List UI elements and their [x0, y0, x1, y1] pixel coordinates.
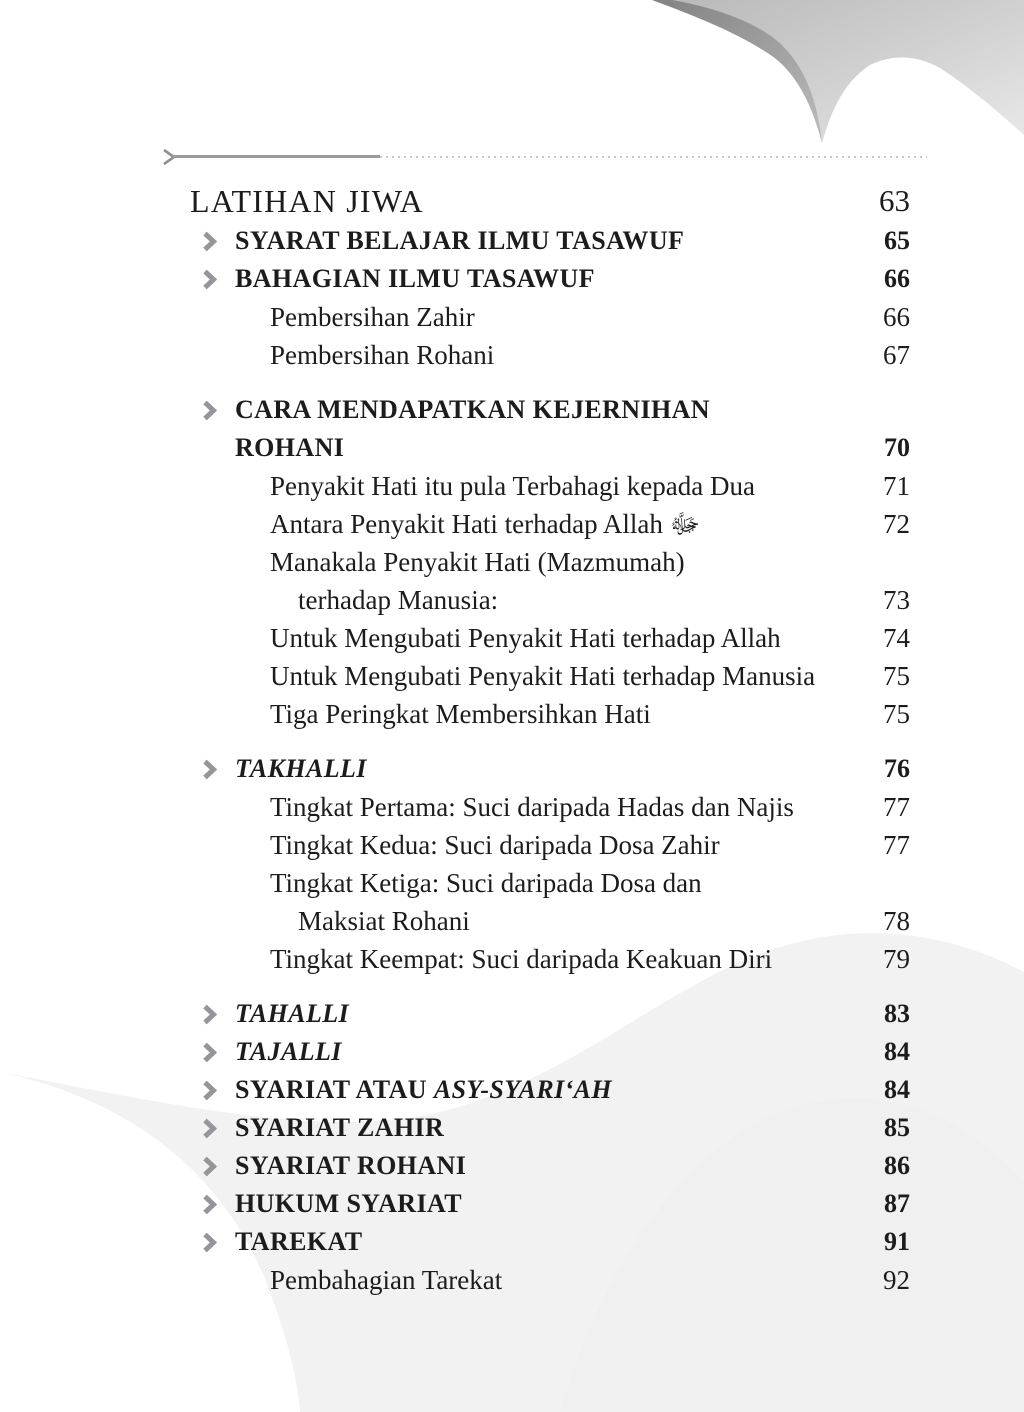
toc-entry-text [190, 750, 367, 788]
page-number: 84 [884, 1075, 910, 1104]
toc-entry-text [190, 222, 684, 260]
page-number: 79 [883, 944, 910, 974]
page-number: 91 [884, 1227, 910, 1256]
page-number: 72 [883, 509, 910, 539]
toc-entry-label: Penyakit Hati itu pula Terbahagi kepada Dua [270, 471, 755, 501]
toc-entry-label: Untuk Mengubati Penyakit Hati terhadap Allah [270, 623, 781, 653]
toc-row [190, 180, 910, 222]
toc-entry-label: Tingkat Kedua: Suci daripada Dosa Zahir [270, 830, 720, 860]
toc-entry-line [270, 543, 685, 581]
toc-row [190, 657, 910, 695]
toc-entry-label: ROHANI [235, 433, 345, 462]
page-number: 87 [884, 1189, 910, 1218]
toc-entry-text [190, 619, 781, 657]
toc-entry-label: terhadap Manusia: [298, 585, 499, 615]
toc-row [190, 619, 910, 657]
toc-entry-label: HUKUM SYARIAT [235, 1189, 462, 1218]
toc-entry-text [190, 391, 710, 467]
toc-entry-line [235, 1185, 462, 1223]
toc-row [190, 222, 910, 260]
toc-entry-line [235, 1147, 466, 1185]
toc-entry-label: SYARIAT ROHANI [235, 1151, 467, 1180]
chevron-right-icon [202, 1156, 217, 1177]
toc-entry-label: Tingkat Ketiga: Suci daripada Dosa dan [270, 868, 702, 898]
table-of-contents [190, 180, 910, 1299]
page-number: 77 [883, 792, 910, 822]
toc-entry-label: Antara Penyakit Hati terhadap Allah ﷻ [270, 509, 701, 539]
toc-entry-text [190, 260, 595, 298]
toc-row [190, 543, 910, 619]
toc-entry-line [270, 902, 702, 940]
chevron-right-icon [202, 759, 217, 780]
toc-entry-line [270, 505, 700, 543]
toc-row [190, 1185, 910, 1223]
toc-entry-label: Tingkat Keempat: Suci daripada Keakuan Diri [270, 944, 773, 974]
toc-entry-text [190, 543, 685, 619]
toc-entry-line [270, 788, 794, 826]
page-number: 70 [884, 433, 910, 462]
chevron-right-icon [202, 1194, 217, 1215]
page-number: 83 [884, 999, 910, 1028]
toc-entry-text [190, 1261, 502, 1299]
toc-row [190, 336, 910, 374]
toc-entry-text [190, 940, 772, 978]
page-number: 74 [883, 623, 910, 653]
toc-row [190, 1109, 910, 1147]
page-number: 66 [884, 264, 910, 293]
toc-entry-line [270, 657, 815, 695]
toc-entry-label: LATIHAN JIWA [190, 183, 424, 219]
toc-entry-text [190, 826, 720, 864]
toc-entry-text [190, 995, 349, 1033]
toc-entry-label: Untuk Mengubati Penyakit Hati terhadap Manusia [270, 661, 816, 691]
toc-entry-label: SYARIAT ATAU [235, 1075, 434, 1104]
chevron-right-icon [202, 269, 217, 290]
toc-entry-text [190, 298, 475, 336]
toc-entry-line [235, 1033, 342, 1071]
toc-entry-label: TAHALLI [235, 999, 350, 1028]
toc-entry-label: Maksiat Rohani [298, 906, 470, 936]
toc-entry-line [270, 581, 685, 619]
page-number: 65 [884, 226, 910, 255]
toc-entry-label: SYARIAT ZAHIR [235, 1113, 445, 1142]
toc-entry-text [190, 1109, 444, 1147]
toc-entry-line [270, 298, 475, 336]
toc-row [190, 864, 910, 940]
toc-entry-line [235, 260, 595, 298]
toc-entry-text [190, 336, 494, 374]
page-number: 75 [883, 699, 910, 729]
page-number: 73 [883, 585, 910, 615]
toc-entry-line [270, 940, 772, 978]
toc-entry-label: Tingkat Pertama: Suci daripada Hadas dan Najis [270, 792, 794, 822]
chevron-right-icon [202, 231, 217, 252]
toc-entry-text [190, 864, 702, 940]
toc-row [190, 750, 910, 788]
toc-entry-label: ASY-SYARI‘AH [433, 1075, 613, 1104]
toc-entry-label: SYARAT BELAJAR ILMU TASAWUF [235, 226, 685, 255]
toc-entry-line [235, 1223, 363, 1261]
toc-entry-label: TAJALLI [235, 1037, 342, 1066]
toc-row [190, 391, 910, 467]
chevron-right-icon [202, 1042, 217, 1063]
toc-row [190, 826, 910, 864]
chevron-right-icon [202, 1004, 217, 1025]
page-number: 71 [883, 471, 910, 501]
toc-entry-label: Pembersihan Zahir [270, 302, 475, 332]
toc-entry-text [190, 180, 424, 222]
chevron-right-icon [202, 1080, 217, 1101]
toc-entry-line [270, 619, 781, 657]
toc-entry-label: Pembersihan Rohani [270, 340, 495, 370]
page-number: 76 [884, 754, 910, 783]
toc-entry-line [235, 222, 684, 260]
toc-entry-line [235, 1109, 444, 1147]
toc-entry-line [270, 864, 702, 902]
toc-row [190, 1261, 910, 1299]
toc-entry-text [190, 788, 794, 826]
page-number: 78 [883, 906, 910, 936]
toc-entry-text [190, 505, 700, 543]
toc-entry-line [270, 336, 494, 374]
page-number: 75 [883, 661, 910, 691]
toc-row [190, 298, 910, 336]
toc-row [190, 788, 910, 826]
page-number: 77 [883, 830, 910, 860]
chevron-right-icon [202, 1232, 217, 1253]
toc-row [190, 1223, 910, 1261]
toc-row [190, 260, 910, 298]
page-number: 67 [883, 340, 910, 370]
page-number: 85 [884, 1113, 910, 1142]
toc-row [190, 1071, 910, 1109]
toc-row [190, 1147, 910, 1185]
header-rule [0, 148, 1024, 168]
page-number: 86 [884, 1151, 910, 1180]
page-number: 84 [884, 1037, 910, 1066]
toc-entry-label: TAREKAT [235, 1227, 363, 1256]
toc-entry-text [190, 695, 651, 733]
toc-entry-line [270, 826, 720, 864]
toc-entry-line [235, 391, 710, 429]
toc-entry-label: CARA MENDAPATKAN KEJERNIHAN [235, 395, 710, 424]
toc-row [190, 995, 910, 1033]
page-number: 92 [883, 1265, 910, 1295]
toc-entry-text [190, 1071, 612, 1109]
toc-entry-text [190, 467, 755, 505]
toc-entry-line [235, 750, 367, 788]
page-number: 63 [879, 183, 910, 218]
toc-entry-text [190, 1185, 462, 1223]
toc-entry-label: Pembahagian Tarekat [270, 1265, 503, 1295]
toc-entry-line [235, 429, 710, 467]
rule-dotted-segment [380, 156, 927, 158]
chevron-right-icon [202, 400, 217, 421]
toc-entry-line [190, 180, 424, 222]
toc-row [190, 695, 910, 733]
toc-entry-line [235, 995, 349, 1033]
rule-solid-segment [172, 155, 380, 158]
page-number: 66 [883, 302, 910, 332]
toc-row [190, 940, 910, 978]
toc-entry-text [190, 1033, 342, 1071]
top-swoosh-ornament [634, 0, 1024, 160]
toc-entry-line [270, 1261, 502, 1299]
toc-entry-text [190, 657, 815, 695]
toc-entry-text [190, 1223, 363, 1261]
chevron-right-icon [202, 1118, 217, 1139]
toc-entry-label: BAHAGIAN ILMU TASAWUF [235, 264, 595, 293]
toc-entry-line [235, 1071, 612, 1109]
toc-entry-label: Tiga Peringkat Membersihkan Hati [270, 699, 651, 729]
toc-row [190, 505, 910, 543]
toc-entry-line [270, 467, 755, 505]
toc-entry-label: TAKHALLI [235, 754, 367, 783]
toc-entry-label: Manakala Penyakit Hati (Mazmumah) [270, 547, 685, 577]
toc-entry-line [270, 695, 651, 733]
toc-entry-text [190, 1147, 466, 1185]
toc-row [190, 1033, 910, 1071]
toc-row [190, 467, 910, 505]
